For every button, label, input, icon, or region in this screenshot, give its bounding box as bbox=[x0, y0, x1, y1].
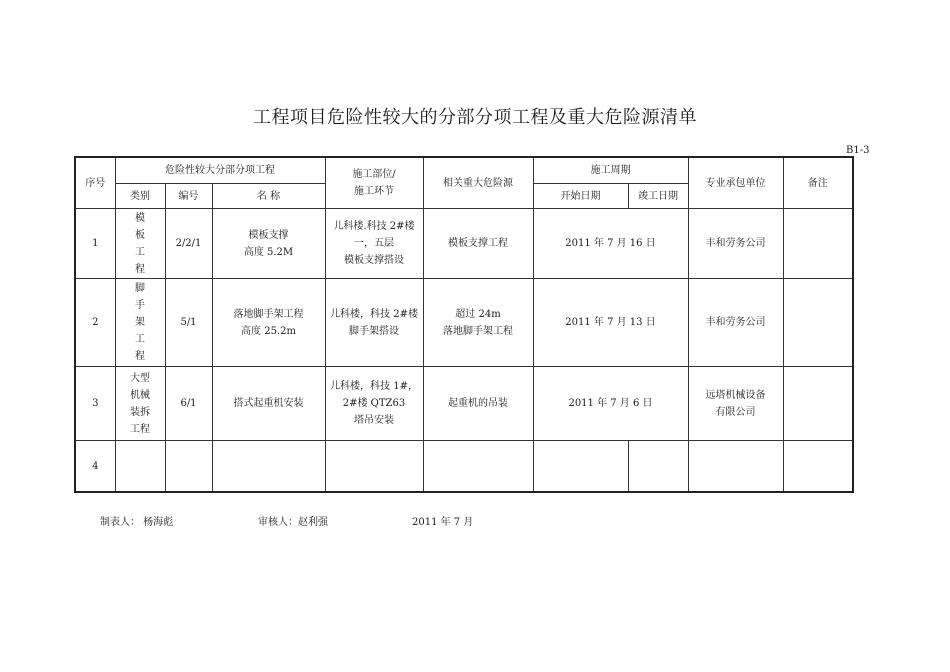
cell-location bbox=[325, 441, 423, 493]
cell-name: 搭式起重机安装 bbox=[212, 367, 325, 441]
header-hazard: 相关重大危险源 bbox=[423, 157, 533, 209]
cell-number: 5/1 bbox=[165, 279, 212, 367]
table-row bbox=[75, 367, 853, 441]
header-category: 类别 bbox=[115, 184, 165, 209]
cell-number bbox=[165, 441, 212, 493]
cell-start bbox=[533, 441, 628, 493]
header-location: 施工部位/ 施工环节 bbox=[325, 157, 423, 209]
cell-number: 6/1 bbox=[165, 367, 212, 441]
cell-contractor: 远塔机械设备 有限公司 bbox=[688, 367, 783, 441]
cell-category: 脚 手 架 工 程 bbox=[115, 279, 165, 367]
header-seq: 序号 bbox=[75, 157, 115, 209]
table-row bbox=[75, 441, 853, 493]
cell-period: 2011 年 7 月 16 日 bbox=[533, 209, 688, 279]
cell-hazard: 起重机的吊装 bbox=[423, 367, 533, 441]
cell-hazard: 超过 24m 落地脚手架工程 bbox=[423, 279, 533, 367]
table-row bbox=[75, 279, 853, 367]
table-row bbox=[75, 209, 853, 279]
cell-category bbox=[115, 441, 165, 493]
cell-name: 模板支撑 高度 5.2M bbox=[212, 209, 325, 279]
form-code: B1-3 bbox=[846, 145, 870, 156]
cell-location: 儿科楼，科技 2#楼 脚手架搭设 bbox=[325, 279, 423, 367]
header-remark: 备注 bbox=[783, 157, 853, 209]
cell-seq: 1 bbox=[75, 209, 115, 279]
header-name: 名 称 bbox=[212, 184, 325, 209]
cell-remark bbox=[783, 279, 853, 367]
hazard-list-table bbox=[74, 156, 854, 493]
cell-remark bbox=[783, 367, 853, 441]
cell-remark bbox=[783, 441, 853, 493]
cell-location: 儿科楼，科技 1#， 2#楼 QTZ63 塔吊安装 bbox=[325, 367, 423, 441]
cell-category: 模 板 工 程 bbox=[115, 209, 165, 279]
cell-number: 2/2/1 bbox=[165, 209, 212, 279]
cell-end bbox=[628, 441, 688, 493]
cell-remark bbox=[783, 209, 853, 279]
cell-hazard bbox=[423, 441, 533, 493]
cell-name bbox=[212, 441, 325, 493]
cell-category: 大型 机械 装拆 工程 bbox=[115, 367, 165, 441]
header-period: 施工周期 bbox=[533, 157, 688, 184]
cell-contractor: 丰和劳务公司 bbox=[688, 209, 783, 279]
header-start: 开始日期 bbox=[533, 184, 628, 209]
date-label: 2011 年 7 月 bbox=[412, 517, 474, 528]
header-group: 危险性较大分部分项工程 bbox=[115, 157, 325, 184]
cell-period: 2011 年 7 月 6 日 bbox=[533, 367, 688, 441]
reviewer-label: 审核人：赵利强 bbox=[258, 517, 328, 528]
cell-location: 儿科楼.科技 2#楼 一，五层 模板支撑搭设 bbox=[325, 209, 423, 279]
header-number: 编号 bbox=[165, 184, 212, 209]
cell-seq: 4 bbox=[75, 441, 115, 493]
cell-contractor: 丰和劳务公司 bbox=[688, 279, 783, 367]
cell-period: 2011 年 7 月 13 日 bbox=[533, 279, 688, 367]
header-contractor: 专业承包单位 bbox=[688, 157, 783, 209]
header-row-1 bbox=[75, 157, 853, 184]
preparer-label: 制表人： 杨海彪 bbox=[100, 517, 174, 528]
document-title: 工程项目危险性较大的分部分项工程及重大危险源清单 bbox=[253, 107, 697, 128]
cell-seq: 2 bbox=[75, 279, 115, 367]
header-end: 竣工日期 bbox=[628, 184, 688, 209]
cell-contractor bbox=[688, 441, 783, 493]
cell-seq: 3 bbox=[75, 367, 115, 441]
cell-hazard: 模板支撑工程 bbox=[423, 209, 533, 279]
cell-name: 落地脚手架工程 高度 25.2m bbox=[212, 279, 325, 367]
